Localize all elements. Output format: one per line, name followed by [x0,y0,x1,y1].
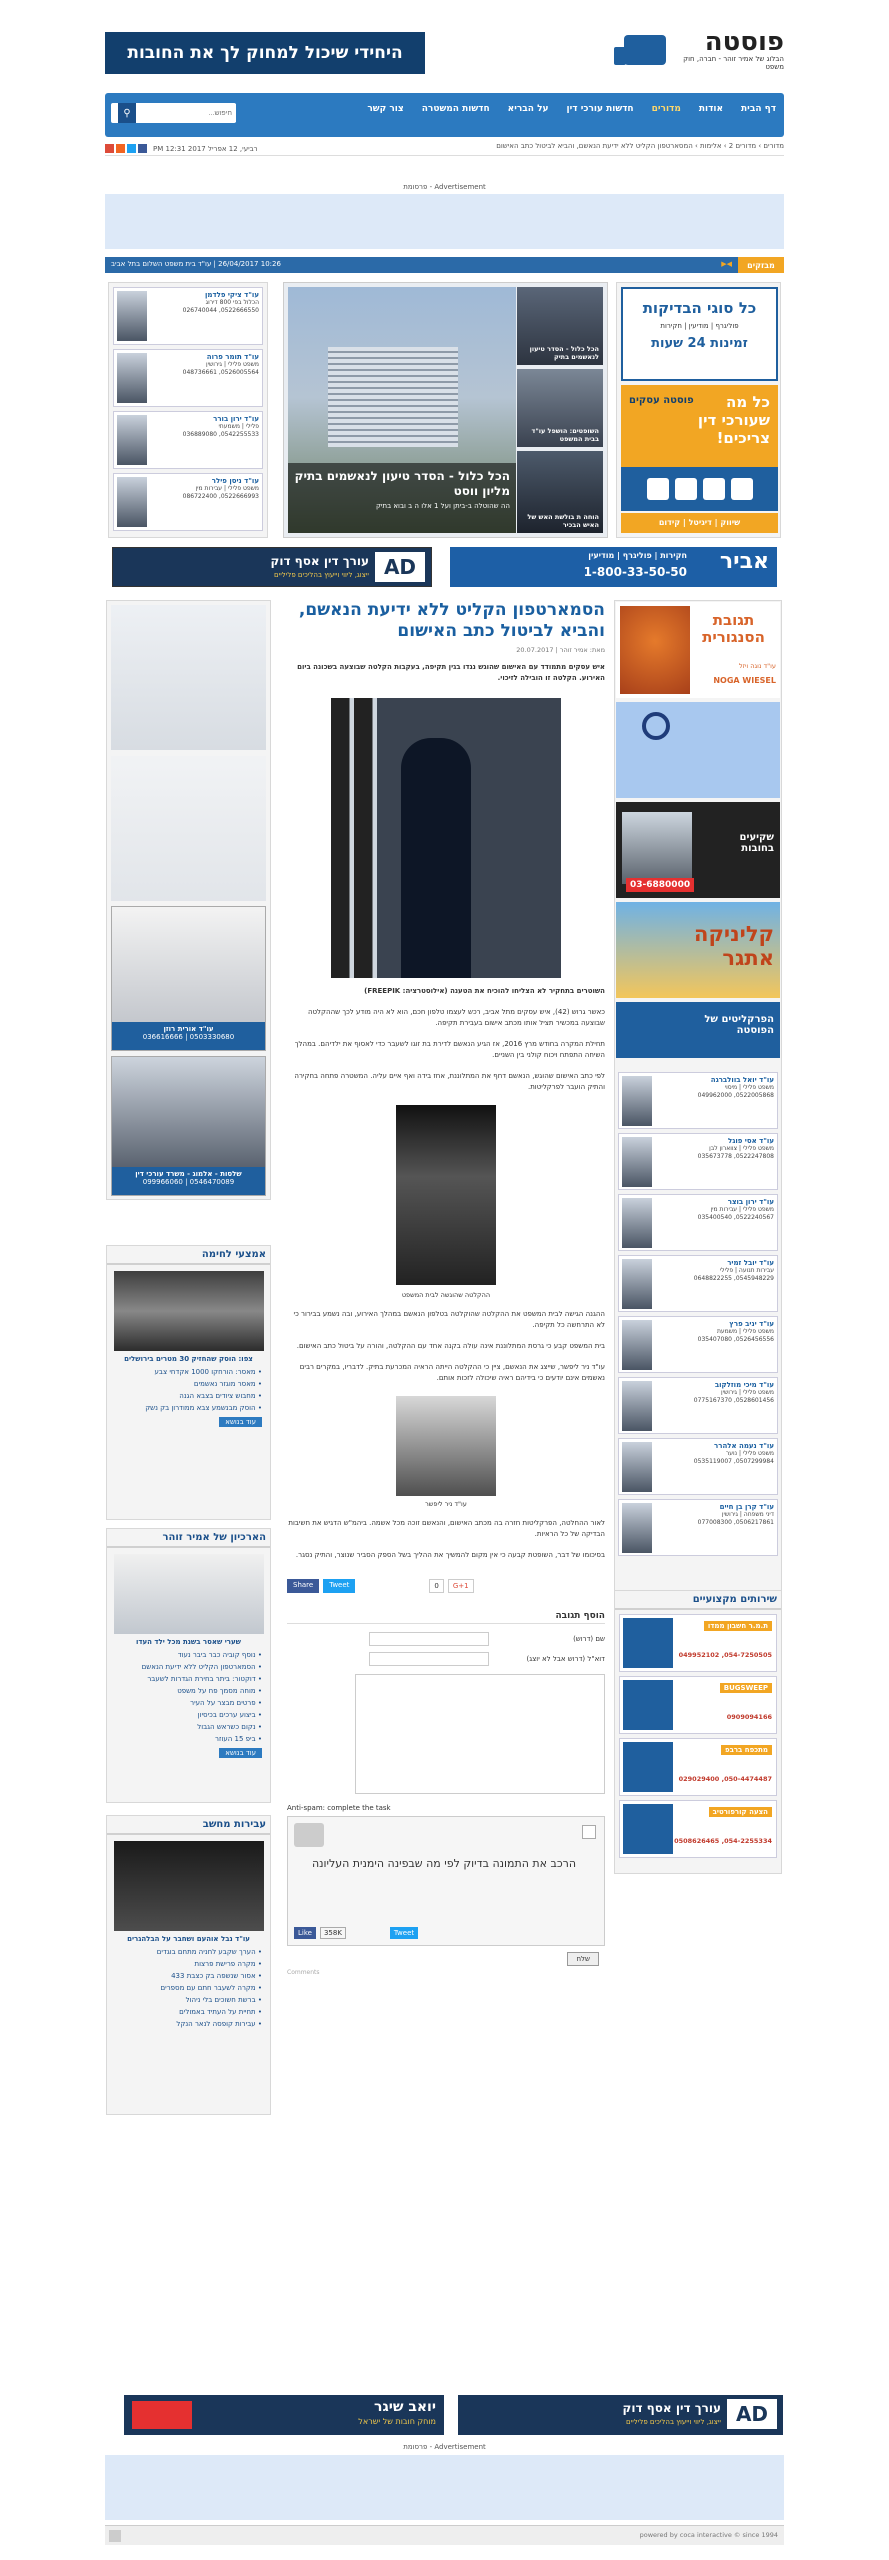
briefcase-icon [647,478,669,500]
lawyer-desc: משפט פלילי | משמעת [716,1328,774,1335]
tests-ad-title: כל סוגי הבדיקות [642,299,757,317]
lawyer-name: עו"ד נעמה אלהרר [714,1442,774,1450]
right-lawyers-list [616,1072,780,1572]
list-item-label: ברשת חשוכים בלי ניהול [185,1996,256,2004]
lawyer-name: עו"ד יניב פרץ [729,1320,774,1328]
footer-credit: powered by coca interactive © since 1994 [639,2531,778,2539]
list-item[interactable]: • מאסר: הורחקו 1000 אקדחי צבע [154,1368,262,1376]
back-to-top-icon[interactable] [109,2530,121,2542]
thumb-caption: השופטים: הושפל עו"ד בבית המשפט [531,427,599,443]
news-ticker [105,257,784,273]
ad-title: עורך דין אסף דוק [270,554,369,568]
list-item-label: פרטים מבצר על העיר [190,1699,256,1707]
yes-title: שקיעים בחובות [739,832,774,854]
business-ad[interactable] [621,385,778,467]
yes-phone: 03-6880000 [626,878,694,892]
lawyer-card[interactable] [113,349,263,407]
lawyer-phone: 0526005564, 048736661 [182,369,259,376]
google-plus-icon[interactable] [105,144,114,153]
list-item-label: מקרה לשעבר חתם עם מספרים [160,1984,256,1992]
lawyer-ad-name: שלסות - אלמוג - משרד עורכי דין [135,1170,242,1178]
crime-section [106,1815,271,2115]
noga-title: תגובת הסנגורית [702,611,765,646]
list-item-label: מחבוש ציודים בצבא הגנה [179,1392,256,1400]
second-image-caption: ההקלטה שהוגשה לבית המשפט [401,1291,491,1299]
list-item-label: הסמארטפון הקליט ללא ידיעת הנאשם [141,1663,256,1671]
like-button[interactable]: Like [294,1927,316,1939]
section-image[interactable] [114,1554,264,1634]
list-item[interactable]: • מחבוש ציודים בצבא הגנה [179,1392,262,1400]
business-ad-title: כל מה שעורכי דין צריכים! [697,393,770,447]
list-item[interactable]: • תחיית על העתיד באמולים [179,2008,262,2016]
site-header [0,0,889,90]
ad-title: עורך דין אסף דוק [622,2401,721,2415]
lawyer-card[interactable] [618,1316,778,1373]
list-item[interactable]: • ביצוע ערכים בכיסיון [197,1711,262,1719]
list-item-label: דוקטור: ביתר בחירת הגדרות לשעבר [147,1675,256,1683]
list-item-label: מקרה פרישת פרצות [194,1960,256,1968]
search-input[interactable] [136,104,236,122]
computer-icon [675,478,697,500]
lawyer-name: עו"ד תומר פרוה [206,353,259,361]
ad-subtitle: חקירות | פוליגרף | מודיעין [588,551,687,560]
lawyer-photo [622,1442,652,1492]
article-paragraph: בית המשפט קבע כי גרסת המתלוננת אינה עולה בקנה אחד עם ההקלטה, והורה על ביטול כתב האישום. [296,1342,605,1350]
ticker-label: מבזקים [738,257,784,273]
list-item[interactable]: • מקרה לשעבר חתם עם מספרים [160,1984,262,1992]
nav-sections[interactable]: מדורים [651,104,681,114]
nav-about[interactable]: אודות [698,104,724,114]
top-lawyers-box [108,282,268,538]
list-item[interactable]: • מאסר מוגזר נאשמים [193,1380,262,1388]
aviv-ad[interactable] [450,547,777,587]
phone-icon [294,1823,324,1847]
lawyer-ad[interactable] [111,906,266,1051]
ad-label: Advertisement - פרסומת [403,2443,486,2451]
truck-icon [731,478,753,500]
refresh-icon[interactable] [582,1825,596,1839]
lawyer-phone: 0526456556, 035407080 [697,1336,774,1343]
lawyer-desc: משפט פלילי | גירושין [720,1389,774,1396]
clinic-ad[interactable] [616,902,780,998]
lawyer-desc: דיני משפחה | גירושין [721,1511,774,1518]
list-item[interactable]: • דוקטור: ביתר בחירת הגדרות לשעבר [147,1675,262,1683]
silhouette [401,738,471,978]
service-phone: 0909094166 [726,1713,772,1721]
breadcrumb-bar [105,142,784,156]
article [287,600,605,2370]
lawyer-phone: 0545948229, 0648822255 [693,1275,774,1282]
submit-button[interactable]: שלח [567,1952,599,1966]
lawyer-card[interactable] [113,287,263,345]
featured-sub: הה שהוטלה ב-ביתן ועל 1 אלו ה ב ובוא בתיק [375,502,510,510]
section-image[interactable] [114,1841,264,1931]
list-item-label: עבירות קופסה לנאר הנקל [176,2020,256,2028]
lawyer-name: עו"ד קרן בן חיים [719,1503,774,1511]
list-item[interactable]: • מוחה מסמך פח על משפט [177,1687,262,1695]
lawyer-photo [622,1137,652,1187]
lawyer-phone: 0507299984, 0535119007 [693,1458,774,1465]
facebook-icon[interactable] [138,144,147,153]
ad-label: Advertisement - פרסומת [403,183,486,191]
lawyer-desc: משפט פלילי | צווארון לבן [709,1145,774,1152]
nav-lawyer-news[interactable]: חדשות עורכי דין [566,104,634,114]
tweet-button[interactable]: Tweet [390,1927,418,1939]
section-title: עבירות מחשב [107,1816,270,1835]
comments-footnote: Comments [287,1969,320,1976]
lawyer-portrait[interactable] [396,1396,496,1496]
article-meta: מאת: אמיר זוהר | 20.07.2017 [516,646,605,654]
nav-contact[interactable]: צור קשר [367,104,404,114]
lawyer-photo [117,477,147,527]
service-item[interactable] [619,1800,777,1858]
section-caption[interactable]: עו"ד נבל אוהעם ושחבר על הבלהגרים [127,1935,250,1943]
lawyer-phone: 0542255533, 036889080 [182,431,259,438]
lawyer-photo [622,1320,652,1370]
list-item-label: נוסף קוביה כבר ביבר נעוד [177,1651,256,1659]
section-title: אמצעי לחימה [107,1246,270,1265]
service-item[interactable] [619,1614,777,1672]
lawyer-photo [622,1076,652,1126]
bottom-ad-yoav[interactable] [124,2395,444,2435]
list-item-label: מאסר מוגזר נאשמים [193,1380,256,1388]
ad-logo-icon [132,2401,192,2429]
loading-ad-slot[interactable] [616,702,780,798]
section-caption[interactable]: צפו: הוסק שהחזיק 30 מטרים בירושלים [124,1355,253,1363]
ad-subtitle: מוחק חובות של ישראל [358,2417,436,2426]
lawyer-ad-name: עו"ד אורית רוזן [163,1025,214,1033]
tests-ad[interactable] [621,287,778,381]
ticker-text[interactable]: 10:26 26/04/2017 | עו"ד בית משפט השלום בתל אביב [111,260,281,268]
noga-name: NOGA WIESEL [713,676,776,685]
google-plus-button[interactable]: G+1 [448,1579,474,1593]
lawyer-portrait-caption: עו"ד ניר ליפשר [425,1500,467,1508]
service-phone: 050-4474487, 029029400 [678,1775,772,1783]
list-item[interactable]: • הערך שקבע לחניה מתחם בוגדים [156,1948,262,1956]
lawyer-desc: משפט פלילי | גירושין [205,361,259,368]
ad-subtitle: ייצוג, ליווי וייעוץ בהליכים פליליים [274,571,369,579]
lawyer-photo [117,415,147,465]
truck-icon [624,35,666,65]
article-paragraph: עו"ד ניר ליפשר, שייצג את הנאשם, ציין כי ההקלטה הייתה הראיה המכרעת בתיק. לדבריו, במקרים רבים נאשמים אינם יודעים כי בידיהם ראיה שיכולה לזכות אותם. [299,1363,605,1382]
service-name: ת.מ.ר חשבון ממדו [704,1621,772,1631]
footer [105,2525,784,2545]
featured-caption[interactable]: הכל כלול - הסדר טיעון לנאשמים בתיק מליון ווסט [294,469,510,498]
nav-police-news[interactable]: חדשות המשטרה [421,104,490,114]
lawyer-name: עו"ד יואל בוולברגה [710,1076,774,1084]
featured-slider [283,282,608,538]
article-paragraph: לאור ההחלטה, הפרקליטות חזרה בה מכתב האישום, והנאשם זוכה מכל אשמה. ביהמ"ש הדגיש את חשיבות הבדיקה של כל הראיות. [288,1519,605,1538]
rss-icon[interactable] [116,144,125,153]
logo-title: פוסטה [704,27,784,57]
header-banner-ad[interactable]: היחידי שיכול למחוק לך את החובות [105,32,425,74]
building-image [328,347,458,447]
lawyer-desc: משפט פלילי | עבירות מין [710,1206,774,1213]
nav-home[interactable]: דף הבית [741,104,776,114]
lawyer-desc: עבירות תנועה | פלילי [719,1267,774,1274]
service-name: מתכפח ברבפ [721,1745,772,1755]
lawyer-card[interactable] [113,473,263,531]
search-box [111,103,236,123]
top-ad-slot[interactable] [105,194,784,249]
list-item[interactable]: • הסמארטפון הקליט ללא ידיעת הנאשם [141,1663,262,1671]
lawyer-card[interactable] [618,1438,778,1495]
lawyer-name: עו"ד אסי פוגל [728,1137,774,1145]
breadcrumb[interactable]: מדורים › מדורים 2 › אלימות › המסארטפון הקליט ללא ידיעת הנאשם, והביא לביטול כתב האישום [496,142,784,150]
section-title: הארכיון של אמיר זוהר [107,1529,270,1548]
archive-section [106,1528,271,1803]
ticker-arrows-icon[interactable]: ◀▶ [721,260,732,268]
main-nav [105,93,784,137]
list-item[interactable]: • נוסף קוביה כבר ביבר נעוד [177,1651,262,1659]
email-label: דוא"ל (דרוש אבל לא יוצג) [526,1655,605,1663]
lawyer-ad-phone: 0503330680 | 036616666 [142,1033,235,1041]
business-ad-footer: שיווק | דיגיטל | קידום [621,513,778,533]
list-item-label: ביצוע ערכים בכיסיון [197,1711,256,1719]
service-logo [623,1618,673,1668]
clinic-title: קליניקה אתגר [694,922,774,970]
article-title: הסמארטפון הקליט ללא ידיעת הנאשם, והביא לביטול כתב האישום [298,600,605,641]
list-item[interactable]: • ביפ 15 העוזר [215,1735,262,1743]
article-paragraph: ההגנה הגישה לבית המשפט את ההקלטה שהוקלטה בטלפון הנאשם במהלך האירוע, ובה נשמע בבירור כי לא התרחשה כל תקיפה. [293,1310,605,1329]
lawyer-phone: 0522666993, 086722400 [182,493,259,500]
lawyer-card[interactable] [618,1194,778,1251]
article-lead: איש עסקים מתמודד עם האישום שהוגש נגדו בגין תקיפה, בעקבות הקלטה שבוצעה בשכונה ביום האירוע. הקלטה זו הובילה לזיכוי. [297,663,605,682]
more-button[interactable]: עוד בנושא [219,1748,262,1758]
article-main-image[interactable] [331,698,561,978]
captcha-box[interactable] [287,1816,605,1946]
nav-health[interactable]: על הבריא [507,104,549,114]
ad-subtitle: ייצוג, ליווי וייעוץ בהליכים פליליים [626,2418,721,2426]
lawyer-desc: משפט פלילי | מיסוי [724,1084,774,1091]
service-item[interactable] [619,1738,777,1796]
service-phone: 054-7250505, 049952102 [678,1651,772,1659]
lawyer-desc: משפט פלילי | נוער [725,1450,774,1457]
lawyer-phone: 0522247808, 035673778 [697,1153,774,1160]
lawyer-desc: פלילי | משמעתי [218,423,259,430]
facebook-share-button[interactable]: Share [287,1579,319,1593]
lawyer-photo [622,1198,652,1248]
service-logo [623,1804,673,1854]
list-item[interactable]: • מקרה פרישת פרצות [194,1960,262,1968]
weapons-section [106,1245,271,1520]
lawyer-ad[interactable] [111,1056,266,1196]
business-ad-brand: פוסטה עסקים [629,395,694,406]
bottom-ad-dok[interactable] [458,2395,783,2435]
prosecutor-title: הפרקליטים של הפוסטה [704,1014,774,1036]
lawyer-photo [117,291,147,341]
yes-photo [622,812,692,884]
lawyer-name: עו"ד יובל זמיר [727,1259,774,1267]
left-ads-column [106,600,271,1200]
prosecutor-ad[interactable] [616,1002,780,1058]
noga-ad[interactable] [616,602,780,698]
like-count: 358K [320,1927,346,1939]
lawyer-dok-ad[interactable] [112,547,432,587]
article-paragraph: בסיכומו של דבר, השופטת קבעה כי אין מקום להמשיך את ההליך בשל הספק הסביר שנוצר, והתיק נסגר. [295,1551,605,1559]
list-item-label: נקום כשראש הגבול [197,1723,256,1731]
ad-brand: אביר [719,549,769,574]
lawyer-phone: 0528601456, 0775167370 [693,1397,774,1404]
service-phone: 054-2255334, 0508626465 [674,1837,772,1845]
list-item[interactable]: • עבירות קופסה לנאר הנקל [176,2020,262,2028]
lawyer-name: עו"ד ירון בוצר [727,1198,774,1206]
more-button[interactable]: עוד בנושא [219,1417,262,1427]
lawyer-card[interactable] [618,1255,778,1312]
business-icons [621,467,778,511]
bottom-ad-slot[interactable] [105,2455,784,2520]
name-field[interactable] [369,1632,489,1646]
comments-title: הוסף תגובה [287,1611,605,1624]
section-image[interactable] [114,1271,264,1351]
list-item-label: מוחה מסמך פח על משפט [177,1687,256,1695]
featured-thumb[interactable] [517,287,603,365]
lawyer-phone: 0522005868, 049962000 [697,1092,774,1099]
article-paragraph: תחילת המקרה בחודש מרץ 2016, אז הגיע הנאשם לדירת בת זוגו לשעבר כדי לאסוף את ילדיהם. במהלך השיחה התפתח ויכוח קולני בין השניים. [294,1040,605,1059]
article-paragraph: כאשר גרוש (42), איש עסקים מתל אביב, רכש לעצמו טלפון חכם, הוא לא היה מודע לכך שההקלטה שבוצעה במכשיר תציל אותו מכתב אישום בעבירת תקיפה. [307,1008,605,1027]
list-item-label: תחיית על העתיד באמולים [179,2008,256,2016]
share-bar [287,1579,605,1593]
yes-ad[interactable] [616,802,780,898]
loading-icon [642,712,670,740]
lawyer-name: עו"ד ניסן פילר [211,477,259,485]
twitter-icon[interactable] [127,144,136,153]
thumb-caption: הוחה ת בולשת האש של האיש הבכיר [527,513,599,529]
lawyer-ad-phone: 0546470089 | 099966060 [142,1178,235,1186]
antispam-label: Anti-spam: complete the task [287,1804,391,1812]
list-item-label: הערך שקבע לחניה מתחם בוגדים [156,1948,256,1956]
search-icon[interactable]: ⚲ [118,103,136,123]
logo-subtitle: הבלוג של אמיר זוהר - חברה, חוק משפט [683,55,784,71]
site-logo[interactable] [624,27,784,71]
services-box [614,1590,782,1874]
tests-ad-sub: פוליגרף | מודיעין | חקירות [660,322,739,330]
current-date: רביעי, 12 אפריל 2017 12:31 PM [153,144,258,153]
captcha-instruction: הרכב את התמונה בדיוק לפי מה שבפינה הימנית העליונה [311,1857,577,1870]
services-title: שירותים מקצועיים [615,1591,781,1610]
ad-logo-icon: AD [375,552,425,582]
service-logo [623,1742,673,1792]
service-name: הצעה קורפורטיב [709,1807,772,1817]
article-paragraph: לפי כתב האישום שהוגש, הנאשם דחף את המתלוננת, אחז בידה ואף איים עליה. המשטרה פתחה בחקירה והתיק הועבר לפרקליטות. [294,1072,605,1091]
lawyer-photo [622,1259,652,1309]
featured-thumb[interactable] [517,451,603,533]
main-image-caption: השוטרים בתחקיר לא הצליחו להוכיח את הטענה (אילוסטרציה: FREEPIK) [364,987,605,995]
lawyer-photo [117,353,147,403]
service-logo [623,1680,673,1730]
featured-image[interactable] [288,287,516,533]
lawyer-card[interactable] [618,1072,778,1129]
lawyer-phone: 0506217861, 077008300 [697,1519,774,1526]
list-item[interactable]: • ברשת חשוכים בלי ניהול [185,1996,262,2004]
lawyer-photo [622,1503,652,1553]
lawyer-phone: 0522666550, 026740044 [182,307,259,314]
lawyer-desc: הכלול בפי 800 דירוג [205,299,259,306]
lawyer-card[interactable] [618,1499,778,1556]
email-field[interactable] [369,1652,489,1666]
featured-thumb[interactable] [517,369,603,447]
article-second-image[interactable] [396,1105,496,1285]
list-item-label: אסור שנשפה בק כצבת 433 [171,1972,256,1980]
section-caption[interactable]: שערי שאסר בשנת מכל ילד העדו [135,1638,241,1646]
share-count: 0 [429,1579,443,1593]
list-item[interactable]: • אסור שנשפה בק כצבת 433 [171,1972,262,1980]
service-name: BUGSWEEP [720,1683,772,1693]
list-item-label: מאסר: הורחקו 1000 אקדחי צבע [154,1368,256,1376]
lawyer-card[interactable] [618,1377,778,1434]
comment-textarea[interactable] [355,1674,605,1794]
twitter-share-button[interactable]: Tweet [323,1579,355,1593]
lawyer-card[interactable] [113,411,263,469]
lawyer-desc: משפט פלילי | עבירות מין [195,485,259,492]
list-item[interactable]: • הוסק מבנשמע צבא ממודרון בק נשק [145,1404,262,1412]
handshake-icon [703,478,725,500]
faded-ad[interactable] [111,605,266,750]
thumb-caption: הכל כלול - הסדר טיעון לנאשמים בתיק [529,345,599,361]
noga-sub: עו"ד נוגה ויזל [739,662,776,670]
list-item[interactable]: • נקום כשראש הגבול [197,1723,262,1731]
list-item-label: ביפ 15 העוזר [215,1735,256,1743]
lawyer-card[interactable] [618,1133,778,1190]
lawyer-name: עו"ד ירון בורר [213,415,259,423]
faded-ad[interactable] [111,756,266,901]
lawyer-name: עו"ד מיכי מוזלקוב [714,1381,774,1389]
noga-photo [620,606,690,694]
lawyer-phone: 0522240567, 035400540 [697,1214,774,1221]
list-item[interactable]: • פרטים מבצר על העיר [190,1699,262,1707]
lawyer-name: עו"ד ציקי פלדמן [205,291,259,299]
service-item[interactable] [619,1676,777,1734]
name-label: שם (דרוש) [573,1635,605,1643]
ad-logo-icon: AD [727,2399,777,2429]
ad-brand: יואב שיגר [374,2399,436,2415]
ad-phone: 1-800-33-50-50 [583,565,687,579]
tests-ad-cta: זמינות 24 שעות [651,336,748,351]
list-item-label: הוסק מבנשמע צבא ממודרון בק נשק [145,1404,256,1412]
right-top-ads [616,282,781,538]
lawyer-photo [622,1381,652,1431]
